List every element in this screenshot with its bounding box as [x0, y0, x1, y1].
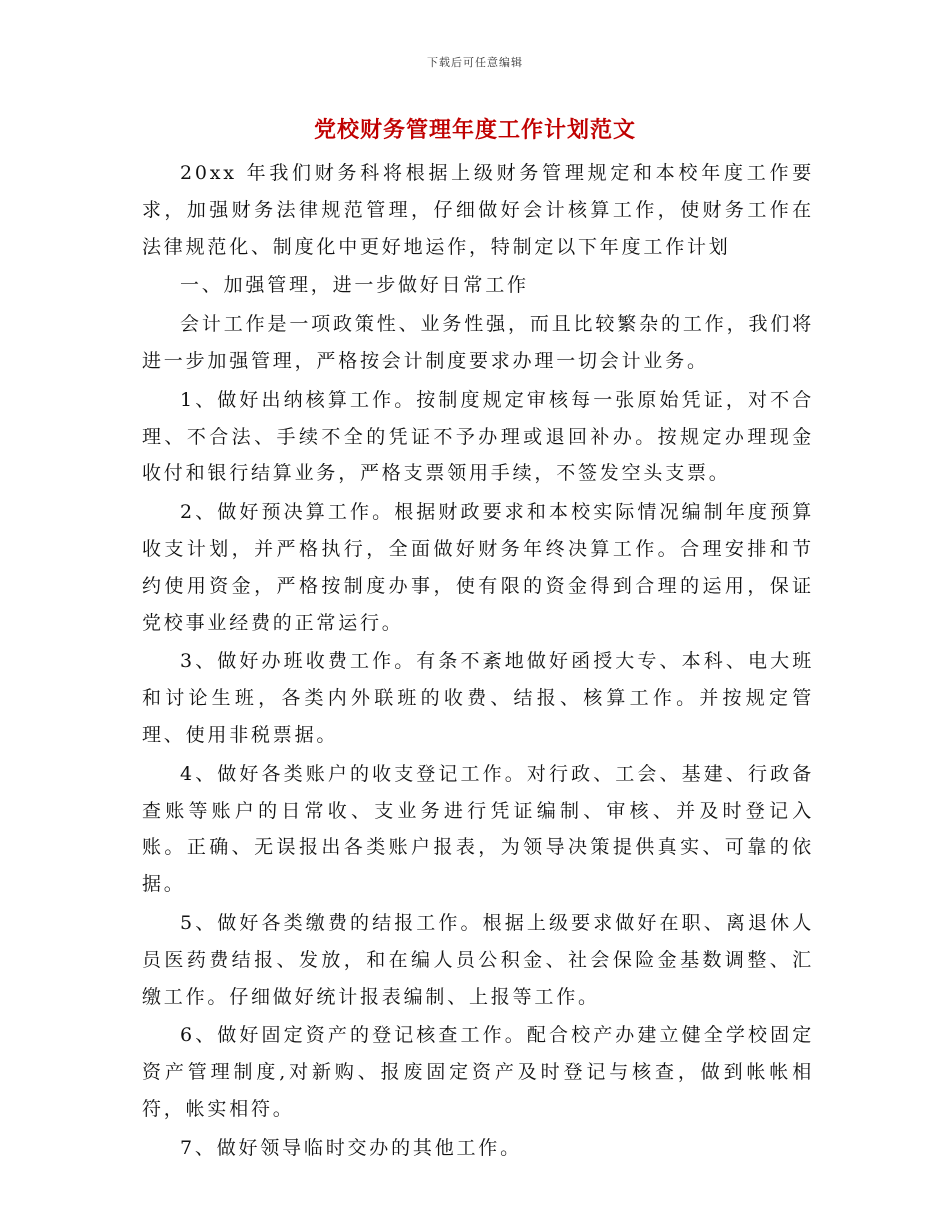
list-item-5: 5、做好各类缴费的结报工作。根据上级要求做好在职、离退休人员医药费结报、发放，和在编人员公积金、社会保险金基数调整、汇缴工作。仔细做好统计报表编制、上报等工作。 [142, 911, 814, 1008]
list-item-1: 1、做好出纳核算工作。按制度规定审核每一张原始凭证，对不合理、不合法、手续不全的凭证不予办理或退回补办。按规定办理现金收付和银行结算业务，严格支票领用手续，不签发空头支票。 [142, 388, 814, 485]
header-note: 下载后可任意编辑 [427, 56, 523, 69]
list-item-7: 7、做好领导临时交办的其他工作。 [180, 1136, 522, 1159]
paragraph-intro: 20xx 年我们财务科将根据上级财务管理规定和本校年度工作要求，加强财务法律规范管理，仔细做好会计核算工作，使财务工作在法律规范化、制度化中更好地运作，特制定以下年度工作计划 [142, 162, 814, 258]
list-item-6: 6、做好固定资产的登记核查工作。配合校产办建立健全学校固定资产管理制度,对新购、报废固定资产及时登记与核查，做到帐帐相符，帐实相符。 [142, 1024, 814, 1120]
list-item-4: 4、做好各类账户的收支登记工作。对行政、工会、基建、行政备查账等账户的日常收、支业务进行凭证编制、审核、并及时登记入账。正确、无误报出各类账户报表，为领导决策提供真实、可靠的依据。 [142, 762, 814, 896]
section-heading-1: 一、加强管理，进一步做好日常工作 [180, 274, 529, 297]
list-item-2: 2、做好预决算工作。根据财政要求和本校实际情况编制年度预算收支计划，并严格执行，全面做好财务年终决算工作。合理安排和节约使用资金，严格按制度办事，使有限的资金得到合理的运用，保证党校事业经费的正常运行。 [142, 501, 814, 634]
document-title: 党校财务管理年度工作计划范文 [313, 118, 636, 143]
document-body [142, 155, 814, 1169]
list-item-3: 3、做好办班收费工作。有条不紊地做好函授大专、本科、电大班和讨论生班，各类内外联班的收费、结报、核算工作。并按规定管理、使用非税票据。 [142, 650, 814, 746]
paragraph-section-intro: 会计工作是一项政策性、业务性强，而且比较繁杂的工作，我们将进一步加强管理，严格按会计制度要求办理一切会计业务。 [142, 313, 814, 372]
